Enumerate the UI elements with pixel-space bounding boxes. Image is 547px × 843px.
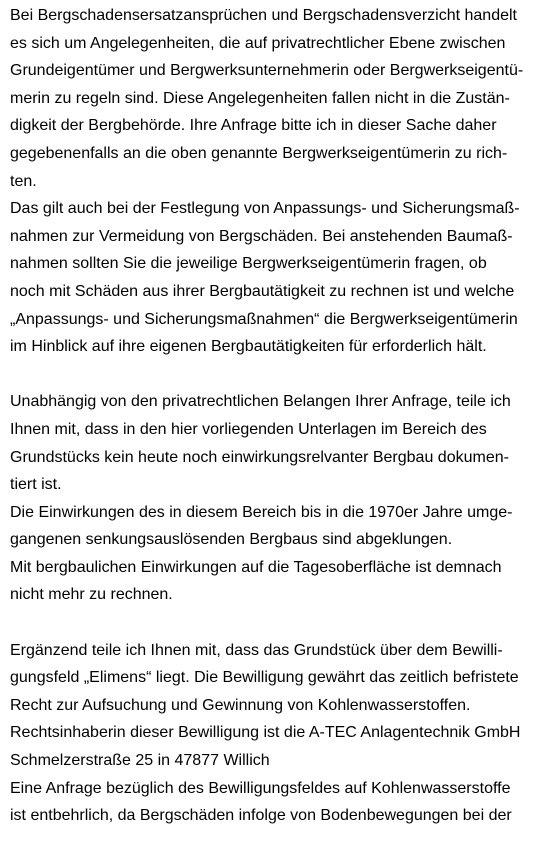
text-line: noch mit Schäden aus ihrer Bergbautätigkeit zu rechnen ist und welche <box>10 282 515 300</box>
text-line: nahmen sollten Sie die jeweilige Bergwerkseigentümerin fragen, ob <box>10 255 487 273</box>
text-line: Ihnen mit, dass in den hier vorliegenden Unterlagen im Bereich des <box>10 420 487 438</box>
paragraph-spacer <box>10 609 542 637</box>
text-line: Unabhängig von den privatrechtlichen Belangen Ihrer Anfrage, teile ich <box>10 393 511 411</box>
text-line: Grundeigentümer und Bergwerksunternehmerin oder Bergwerkseigentü- <box>10 62 524 80</box>
text-line: Mit bergbaulichen Einwirkungen auf die Tagesoberfläche ist demnach <box>10 558 502 576</box>
text-line: ist entbehrlich, da Bergschäden infolge von Bodenbewegungen bei der <box>10 807 512 825</box>
text-line: merin zu regeln sind. Diese Angelegenheiten fallen nicht in die Zustän- <box>10 89 510 107</box>
text-line: nicht mehr zu rechnen. <box>10 586 173 604</box>
text-line: digkeit der Bergbehörde. Ihre Anfrage bitte ich in dieser Sache daher <box>10 117 497 135</box>
text-line: Bei Bergschadensersatzansprüchen und Bergschadensverzicht handelt <box>10 7 517 24</box>
letter-body <box>10 2 542 830</box>
text-line: Die Einwirkungen des in diesem Bereich bis in die 1970er Jahre umge- <box>10 503 513 521</box>
text-line: im Hinblick auf ihre eigenen Bergbautätigkeiten für erforderlich hält. <box>10 338 487 356</box>
text-line: Das gilt auch bei der Festlegung von Anpassungs- und Sicherungsmaß- <box>10 200 520 218</box>
text-line: Recht zur Aufsuchung und Gewinnung von Kohlenwasserstoffen. <box>10 696 471 714</box>
text-line: tiert ist. <box>10 476 62 494</box>
text-line: gungsfeld „Elimens“ liegt. Die Bewilligung gewährt das zeitlich befristete <box>10 669 519 687</box>
text-line: es sich um Angelegenheiten, die auf privatrechtlicher Ebene zwischen <box>10 34 506 52</box>
text-line: Schmelzerstraße 25 in 47877 Willich <box>10 752 270 770</box>
text-line: Rechtsinhaberin dieser Bewilligung ist die A-TEC Anlagentechnik GmbH <box>10 724 521 742</box>
text-line: gangenen senkungsauslösenden Bergbaus sind abgeklungen. <box>10 531 453 549</box>
paragraph-no-mining-impact <box>10 388 542 609</box>
text-line: Ergänzend teile ich Ihnen mit, dass das Grundstück über dem Bewilli- <box>10 641 503 659</box>
paragraph-permit-field <box>10 637 542 830</box>
text-line: Eine Anfrage bezüglich des Bewilligungsfeldes auf Kohlenwasserstoffe <box>10 779 511 797</box>
text-line: „Anpassungs- und Sicherungsmaßnahmen“ die Bergwerkseigentümerin <box>10 310 518 328</box>
text-line: nahmen zur Vermeidung von Bergschäden. Bei anstehenden Baumaß- <box>10 227 513 245</box>
text-line: ten. <box>10 172 37 190</box>
text-line: Grundstücks kein heute noch einwirkungsrelvanter Bergbau dokumen- <box>10 448 509 466</box>
paragraph-spacer <box>10 361 542 389</box>
paragraph-private-law <box>10 2 542 361</box>
text-line: gegebenenfalls an die oben genannte Bergwerkseigentümerin zu rich- <box>10 144 508 162</box>
